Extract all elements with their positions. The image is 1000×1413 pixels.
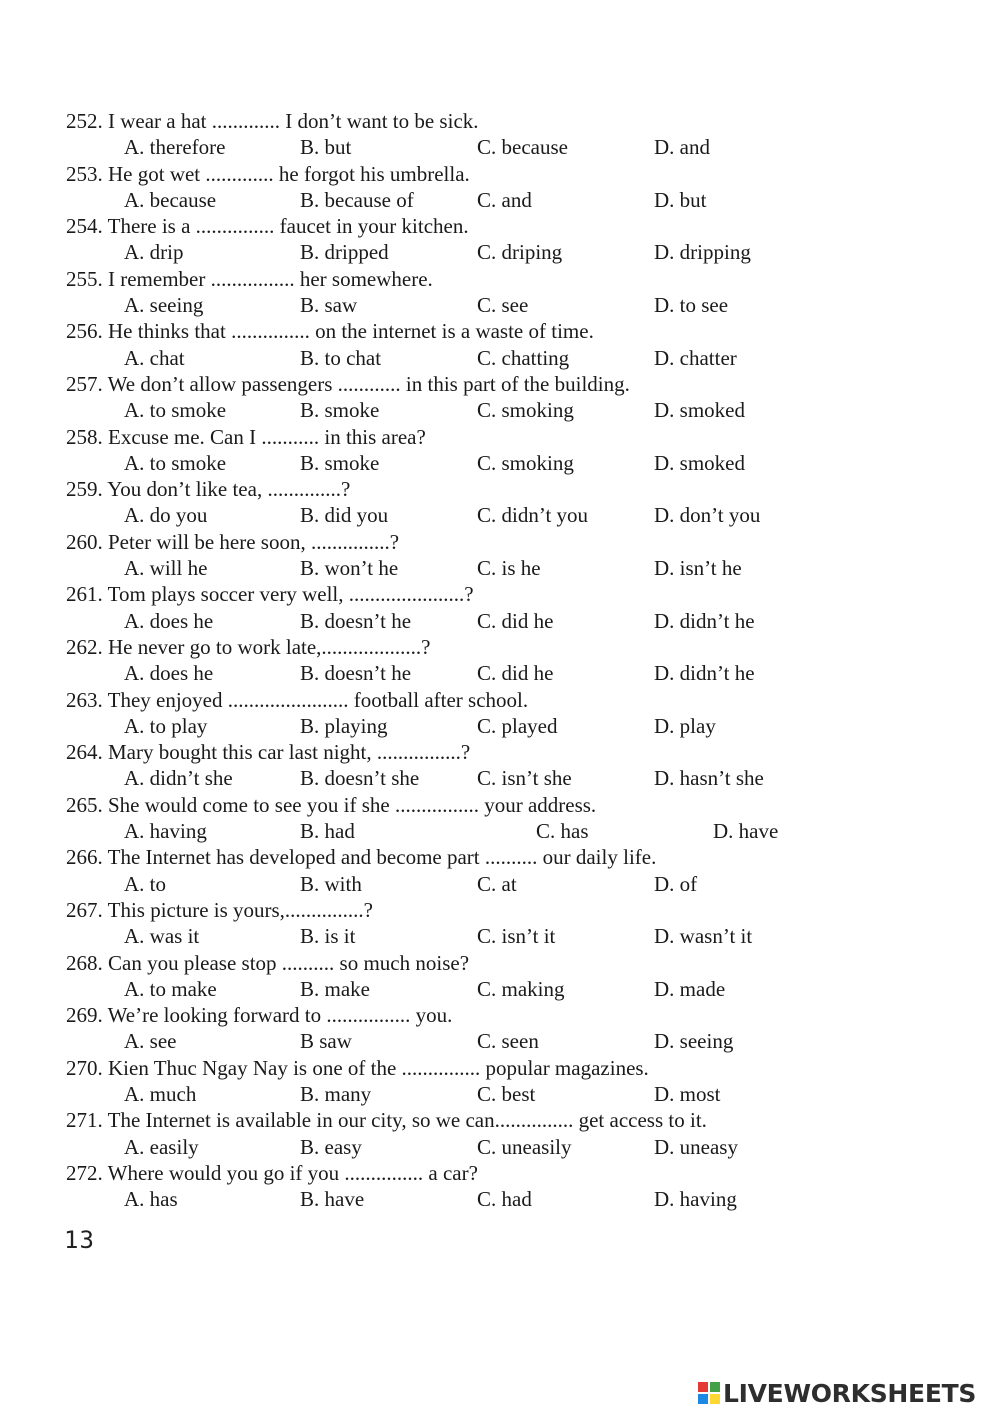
answer-options [66, 871, 926, 897]
answer-options [66, 1081, 926, 1107]
answer-option-a: A. didn’t she [124, 766, 233, 791]
answer-option-a: A. does he [124, 661, 214, 686]
question-item [66, 266, 926, 319]
answer-option-a: A. do you [124, 503, 208, 528]
question-stem: 258. Excuse me. Can I ........... in this area? [66, 424, 426, 449]
question-item [66, 844, 926, 897]
brand-name: LIVEWORKSHEETS [723, 1378, 977, 1408]
answer-options [66, 923, 926, 949]
question-stem: 259. You don’t like tea, ..............? [66, 477, 351, 502]
answer-option-a: A. because [124, 187, 217, 212]
question-item [66, 634, 926, 687]
answer-option-a: A. therefore [124, 135, 226, 160]
question-stem: 264. Mary bought this car last night, ................? [66, 740, 471, 765]
answer-option-b: B. doesn’t she [300, 766, 420, 791]
answer-option-a: A. to make [124, 976, 217, 1001]
question-item [66, 581, 926, 634]
answer-option-b: B. is it [300, 924, 356, 949]
answer-option-b: B. had [300, 819, 355, 844]
answer-option-d: D. play [654, 713, 716, 738]
answer-option-c: C. chatting [477, 345, 570, 370]
question-stem: 261. Tom plays soccer very well, ......................? [66, 582, 474, 607]
question-item [66, 1107, 926, 1160]
answer-option-c: C. driping [477, 240, 563, 265]
answer-options [66, 397, 926, 423]
answer-option-b: B. won’t he [300, 556, 399, 581]
question-stem: 272. Where would you go if you ............... a car? [66, 1160, 478, 1185]
answer-options [66, 713, 926, 739]
question-stem: 265. She would come to see you if she ................ your address. [66, 792, 597, 817]
answer-option-a: A. chat [124, 345, 185, 370]
answer-option-d: D. to see [654, 293, 729, 318]
question-stem: 263. They enjoyed ....................... football after school. [66, 687, 529, 712]
answer-option-b: B. many [300, 1081, 372, 1106]
answer-option-c: C. had [477, 1187, 532, 1212]
page-number: 13 [64, 1226, 95, 1254]
answer-option-a: A. see [124, 1029, 177, 1054]
answer-option-c: C. did he [477, 661, 554, 686]
liveworksheets-logo-icon [698, 1382, 720, 1404]
answer-option-d: D. smoked [654, 398, 745, 423]
question-item [66, 108, 926, 161]
answer-option-c: C. isn’t she [477, 766, 572, 791]
answer-options [66, 292, 926, 318]
answer-option-a: A. much [124, 1081, 197, 1106]
answer-option-b: B. saw [300, 293, 358, 318]
question-stem: 262. He never go to work late,...................? [66, 634, 431, 659]
answer-option-d: D. didn’t he [654, 661, 755, 686]
question-stem: 266. The Internet has developed and become part .......... our daily life. [66, 845, 657, 870]
answer-option-b: B saw [300, 1029, 352, 1054]
answer-options [66, 450, 926, 476]
answer-option-a: A. to play [124, 713, 208, 738]
answer-option-b: B. smoke [300, 450, 380, 475]
answer-option-b: B. because of [300, 187, 414, 212]
question-item [66, 424, 926, 477]
answer-option-c: C. played [477, 713, 558, 738]
logo-square-red [698, 1382, 708, 1392]
answer-option-a: A. will he [124, 556, 208, 581]
answer-option-a: A. has [124, 1187, 178, 1212]
answer-option-d: D. but [654, 187, 707, 212]
question-stem: 256. He thinks that ............... on the internet is a waste of time. [66, 319, 594, 344]
answer-option-b: B. make [300, 976, 370, 1001]
answer-option-b: B. did you [300, 503, 389, 528]
question-item [66, 476, 926, 529]
answer-options [66, 555, 926, 581]
answer-option-d: D. wasn’t it [654, 924, 753, 949]
answer-option-c: C. because [477, 135, 568, 160]
answer-option-d: D. have [713, 819, 779, 844]
question-stem: 268. Can you please stop .......... so much noise? [66, 950, 470, 975]
question-item [66, 950, 926, 1003]
question-item [66, 371, 926, 424]
question-item [66, 161, 926, 214]
answer-option-b: B. playing [300, 713, 388, 738]
answer-options [66, 345, 926, 371]
answer-option-c: C. see [477, 293, 529, 318]
answer-options [66, 818, 926, 844]
question-item [66, 739, 926, 792]
question-stem: 254. There is a ............... faucet in your kitchen. [66, 214, 469, 239]
logo-square-blue [698, 1394, 708, 1404]
question-item [66, 1055, 926, 1108]
answer-option-c: C. making [477, 976, 565, 1001]
answer-options [66, 1134, 926, 1160]
answer-options [66, 187, 926, 213]
question-stem: 267. This picture is yours,...............? [66, 897, 374, 922]
question-stem: 253. He got wet ............. he forgot his umbrella. [66, 161, 470, 186]
answer-options [66, 1186, 926, 1212]
question-stem: 269. We’re looking forward to ................ you. [66, 1003, 453, 1028]
answer-option-b: B. have [300, 1187, 365, 1212]
answer-option-c: C. at [477, 871, 517, 896]
answer-option-c: C. is he [477, 556, 541, 581]
answer-option-b: B. smoke [300, 398, 380, 423]
answer-option-c: C. has [536, 819, 589, 844]
answer-option-d: D. and [654, 135, 710, 160]
question-item [66, 318, 926, 371]
answer-options [66, 976, 926, 1002]
answer-option-d: D. hasn’t she [654, 766, 764, 791]
question-item [66, 792, 926, 845]
answer-option-b: B. but [300, 135, 352, 160]
answer-option-c: C. and [477, 187, 532, 212]
answer-option-b: B. doesn’t he [300, 661, 412, 686]
answer-option-c: C. smoking [477, 450, 574, 475]
answer-option-c: C. did he [477, 608, 554, 633]
question-stem: 252. I wear a hat ............. I don’t want to be sick. [66, 109, 479, 133]
answer-option-a: A. to smoke [124, 450, 227, 475]
answer-option-c: C. isn’t it [477, 924, 556, 949]
answer-option-b: B. easy [300, 1134, 362, 1159]
question-item [66, 687, 926, 740]
answer-option-d: D. having [654, 1187, 737, 1212]
answer-option-b: B. dripped [300, 240, 389, 265]
answer-option-b: B. to chat [300, 345, 382, 370]
answer-option-d: D. isn’t he [654, 556, 742, 581]
answer-option-d: D. made [654, 976, 726, 1001]
question-stem: 257. We don’t allow passengers ............ in this part of the building. [66, 371, 630, 396]
liveworksheets-brand [698, 1378, 976, 1408]
question-stem: 260. Peter will be here soon, ...............? [66, 529, 400, 554]
answer-options [66, 239, 926, 265]
answer-options [66, 1028, 926, 1054]
answer-option-a: A. having [124, 819, 207, 844]
answer-option-d: D. chatter [654, 345, 737, 370]
answer-option-a: A. to smoke [124, 398, 227, 423]
answer-options [66, 660, 926, 686]
question-item [66, 529, 926, 582]
answer-option-d: D. of [654, 871, 698, 896]
answer-option-c: C. seen [477, 1029, 539, 1054]
logo-square-yellow [710, 1394, 720, 1404]
answer-option-d: D. seeing [654, 1029, 734, 1054]
question-item [66, 1002, 926, 1055]
question-stem: 271. The Internet is available in our city, so we can............... get access to it. [66, 1108, 707, 1133]
answer-option-a: A. to [124, 871, 166, 896]
answer-options [66, 765, 926, 791]
question-item [66, 1160, 926, 1213]
answer-option-a: A. does he [124, 608, 214, 633]
answer-option-b: B. doesn’t he [300, 608, 412, 633]
answer-option-d: D. dripping [654, 240, 751, 265]
answer-option-d: D. uneasy [654, 1134, 738, 1159]
answer-option-a: A. easily [124, 1134, 199, 1159]
answer-option-d: D. don’t you [654, 503, 761, 528]
logo-square-green [710, 1382, 720, 1392]
answer-option-c: C. didn’t you [477, 503, 589, 528]
question-list [66, 108, 926, 1212]
question-item [66, 213, 926, 266]
answer-option-c: C. smoking [477, 398, 574, 423]
answer-option-b: B. with [300, 871, 362, 896]
answer-option-a: A. drip [124, 240, 184, 265]
answer-option-c: C. best [477, 1081, 536, 1106]
question-stem: 255. I remember ................ her somewhere. [66, 266, 433, 291]
answer-options [66, 502, 926, 528]
answer-option-d: D. didn’t he [654, 608, 755, 633]
answer-option-a: A. seeing [124, 293, 204, 318]
answer-option-d: D. most [654, 1081, 721, 1106]
answer-options [66, 608, 926, 634]
answer-options [66, 134, 926, 160]
answer-option-d: D. smoked [654, 450, 745, 475]
answer-option-c: C. uneasily [477, 1134, 572, 1159]
question-stem: 270. Kien Thuc Ngay Nay is one of the ............... popular magazines. [66, 1055, 649, 1080]
answer-option-a: A. was it [124, 924, 200, 949]
question-item [66, 897, 926, 950]
